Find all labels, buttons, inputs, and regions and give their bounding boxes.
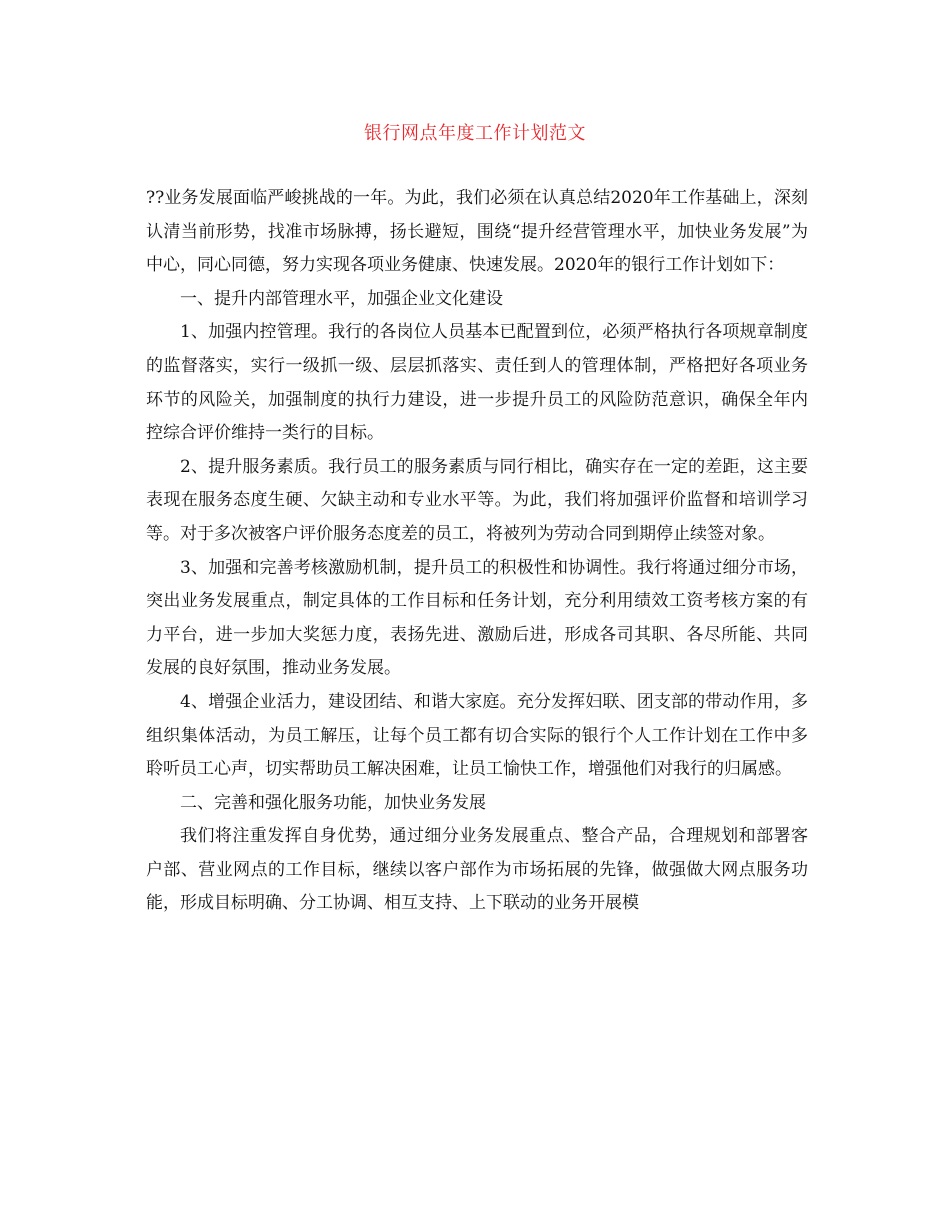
paragraph-intro: ??业务发展面临严峻挑战的一年。为此，我们必须在认真总结2020年工作基础上，深刻认清当前形势，找准市场脉搏，扬长避短，围绕“提升经营管理水平，加快业务发展”为中心，同心同德，努力实现各项业务健康、快速发展。2020年的银行工作计划如下：: [146, 188, 808, 276]
document-title: 银行网点年度工作计划范文: [364, 123, 586, 144]
document-body: [146, 182, 808, 921]
section-heading-1: 一、提升内部管理水平，加强企业文化建设: [180, 288, 503, 309]
paragraph-item-2: 2、提升服务素质。我行员工的服务素质与同行相比，确实存在一定的差距，这主要表现在服务态度生硬、欠缺主动和专业水平等。为此，我们将加强评价监督和培训学习等。对于多次被客户评价服务态度差的员工，将被列为劳动合同到期停止续签对象。: [146, 456, 808, 544]
paragraph-item-4: 4、增强企业活力，建设团结、和谐大家庭。充分发挥妇联、团支部的带动作用，多组织集体活动，为员工解压，让每个员工都有切合实际的银行个人工作计划在工作中多聆听员工心声，切实帮助员工解决困难，让员工愉快工作，增强他们对我行的归属感。: [146, 691, 808, 780]
paragraph-item-3: 3、加强和完善考核激励机制，提升员工的积极性和协调性。我行将通过细分市场，突出业务发展重点，制定具体的工作目标和任务计划，充分利用绩效工资考核方案的有力平台，进一步加大奖惩力度，表扬先进、激励后进，形成各司其职、各尽所能、共同发展的良好氛围，推动业务发展。: [146, 557, 808, 679]
paragraph-item-1: 1、加强内控管理。我行的各岗位人员基本已配置到位，必须严格执行各项规章制度的监督落实，实行一级抓一级、层层抓落实、责任到人的管理体制，严格把好各项业务环节的风险关，加强制度的执行力建设，进一步提升员工的风险防范意识，确保全年内控综合评价维持一类行的目标。: [146, 322, 808, 444]
paragraph-section-2: 我们将注重发挥自身优势，通过细分业务发展重点、整合产品，合理规划和部署客户部、营业网点的工作目标，继续以客户部作为市场拓展的先锋，做强做大网点服务功能，形成目标明确、分工协调、相互支持、上下联动的业务开展模: [146, 826, 808, 914]
section-heading-2: 二、完善和强化服务功能，加快业务发展: [180, 792, 486, 813]
